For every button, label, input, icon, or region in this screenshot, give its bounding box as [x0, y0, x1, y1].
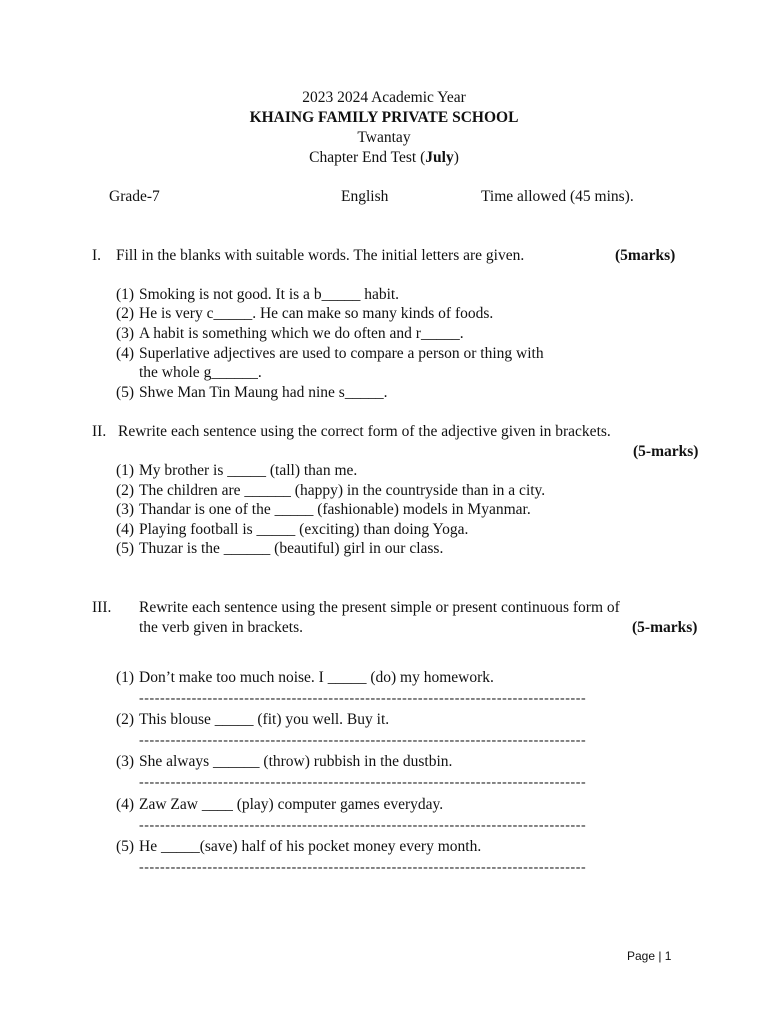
section-3-instruction-cont: the verb given in brackets. — [139, 619, 303, 636]
item-number: (2) — [116, 482, 135, 499]
test-month: July — [425, 149, 454, 166]
section-2-instruction: Rewrite each sentence using the correct form of the adjective given in brackets. — [118, 423, 611, 440]
item-text: Smoking is not good. It is a b_____ habit. — [139, 286, 400, 303]
section-1-marks: (5marks) — [615, 247, 676, 264]
section-1-numeral: I. — [92, 247, 102, 264]
section-3-instruction: Rewrite each sentence using the present simple or present continuous form of — [139, 599, 620, 616]
item-number: (1) — [116, 462, 135, 479]
item-number: (4) — [116, 796, 135, 813]
item-text: This blouse _____ (fit) you well. Buy it. — [139, 711, 390, 728]
item-text: My brother is _____ (tall) than me. — [139, 462, 358, 479]
item-number: (3) — [116, 325, 135, 342]
item-number: (5) — [116, 540, 135, 557]
answer-dashes: ------------------------------------------------------------------------------------- — [139, 860, 587, 875]
academic-year: 2023 2024 Academic Year — [302, 89, 466, 106]
item-text: Shwe Man Tin Maung had nine s_____. — [139, 384, 388, 401]
item-number: (3) — [116, 753, 135, 770]
test-title — [0, 148, 768, 167]
answer-dashes: ------------------------------------------------------------------------------------- — [139, 818, 587, 833]
section-1-instruction: Fill in the blanks with suitable words. The initial letters are given. — [116, 247, 525, 264]
item-number: (4) — [116, 345, 135, 362]
item-text: Superlative adjectives are used to compare a person or thing with — [139, 345, 544, 362]
answer-dashes: ------------------------------------------------------------------------------------- — [139, 733, 587, 748]
school-name: KHAING FAMILY PRIVATE SCHOOL — [249, 109, 519, 126]
section-2-marks: (5-marks) — [633, 443, 699, 460]
page-number: Page | 1 — [627, 949, 672, 963]
grade-label: Grade-7 — [109, 188, 160, 205]
section-2-numeral: II. — [92, 423, 107, 440]
item-number: (2) — [116, 711, 135, 728]
item-text: The children are ______ (happy) in the countryside than in a city. — [139, 482, 546, 499]
item-number: (5) — [116, 384, 135, 401]
test-title-prefix: Chapter End Test ( — [309, 149, 426, 166]
section-3-numeral: III. — [92, 599, 112, 616]
answer-dashes: ------------------------------------------------------------------------------------- — [139, 691, 587, 706]
item-text: Don’t make too much noise. I _____ (do) my homework. — [139, 669, 494, 686]
test-title-suffix: ) — [453, 149, 459, 166]
item-text: He is very c_____. He can make so many kinds of foods. — [139, 305, 494, 322]
item-text: Thuzar is the ______ (beautiful) girl in our class. — [139, 540, 444, 557]
item-text: He _____(save) half of his pocket money every month. — [139, 838, 482, 855]
item-text: Thandar is one of the _____ (fashionable) models in Myanmar. — [139, 501, 531, 518]
answer-dashes: ------------------------------------------------------------------------------------- — [139, 775, 587, 790]
item-text: Playing football is _____ (exciting) than doing Yoga. — [139, 521, 469, 538]
town-name: Twantay — [357, 129, 411, 146]
item-number: (1) — [116, 286, 135, 303]
item-number: (5) — [116, 838, 135, 855]
item-text: A habit is something which we do often and r_____. — [139, 325, 464, 342]
time-allowed: Time allowed (45 mins). — [481, 188, 634, 205]
item-number: (4) — [116, 521, 135, 538]
item-number: (2) — [116, 305, 135, 322]
item-number: (3) — [116, 501, 135, 518]
subject-label: English — [341, 188, 389, 205]
section-3-marks: (5-marks) — [632, 619, 698, 636]
item-text: the whole g______. — [139, 364, 262, 381]
item-text: She always ______ (throw) rubbish in the dustbin. — [139, 753, 453, 770]
item-text: Zaw Zaw ____ (play) computer games everyday. — [139, 796, 444, 813]
item-number: (1) — [116, 669, 135, 686]
